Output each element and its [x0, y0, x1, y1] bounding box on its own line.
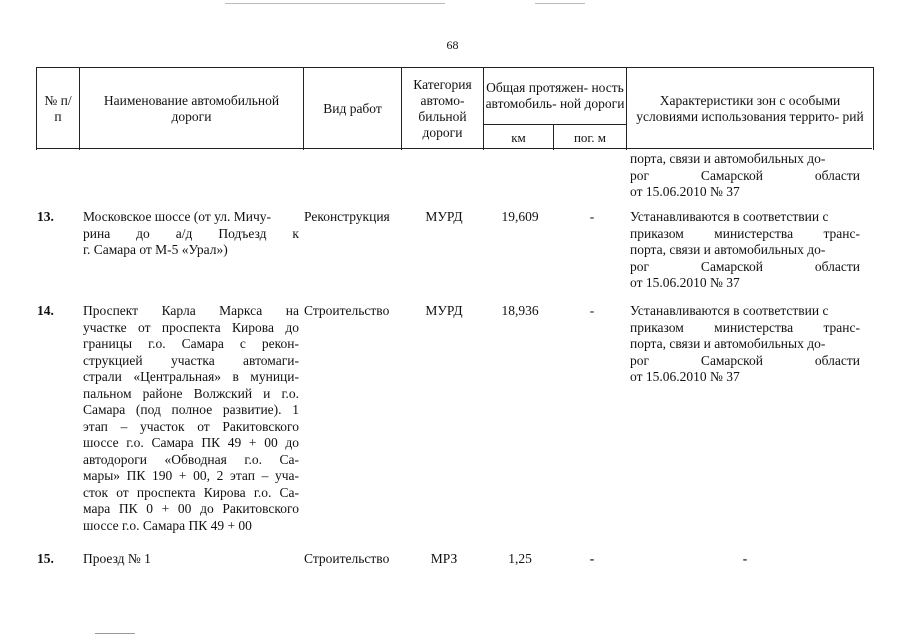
zone-line: рог Самарской области	[630, 258, 860, 274]
road-line: страли «Центральная» в муници-	[83, 369, 299, 384]
table-header	[36, 67, 874, 150]
road-line: Самара (под полное развитие). 1	[83, 402, 299, 417]
road-line: участке от проспекта Кирова до	[83, 319, 299, 335]
road-line: границы г.о. Самара с рекон-	[83, 336, 299, 351]
work-type: Строительство	[304, 551, 390, 566]
road-line: этап – участок от Ракитовского	[83, 418, 299, 434]
zone-line: от 15.06.2010 № 37	[630, 184, 740, 199]
zone-line: Устанавливаются в соответствии с	[630, 303, 829, 318]
zone-line: рог Самарской области	[630, 167, 860, 183]
zone-line: Устанавливаются в соответствии с	[630, 209, 829, 224]
zone-line: от 15.06.2010 № 37	[630, 275, 740, 290]
zone-line: -	[742, 551, 748, 566]
road-line: сток от проспекта Кирова г.о. Са-	[83, 484, 299, 500]
length-pm: -	[589, 209, 595, 224]
zone-characteristics	[630, 303, 860, 386]
road-line: мары» ПК 190 + 00, 2 этап – уча-	[83, 468, 299, 483]
header-length-km: км	[484, 125, 554, 150]
road-category: МУРД	[425, 303, 463, 318]
road-category: МРЗ	[430, 551, 458, 566]
road-name	[83, 551, 299, 568]
work-type: Строительство	[304, 303, 390, 318]
road-category: МУРД	[425, 209, 463, 224]
scan-artifact	[225, 3, 445, 4]
road-name	[83, 209, 299, 259]
road-line: г. Самара от М-5 «Урал»)	[83, 242, 228, 257]
length-km: 18,936	[501, 303, 539, 318]
header-road-name: Наименование автомобильной дороги	[80, 68, 304, 150]
zone-line: порта, связи и автомобильных до-	[630, 151, 826, 166]
road-name	[83, 303, 299, 534]
road-line: шоссе г.о. Самара ПК 49 + 00 до	[83, 435, 299, 450]
length-km: 1,25	[508, 551, 532, 566]
header-bottom-rule	[36, 148, 872, 149]
header-length-pm: пог. м	[554, 125, 627, 150]
zone-characteristics	[630, 551, 860, 568]
length-pm: -	[589, 551, 595, 566]
header-num: № п/п	[37, 68, 80, 150]
header-work-type: Вид работ	[304, 68, 402, 150]
road-line: струкцией участка автомаги-	[83, 352, 299, 368]
road-line: рина до а/д Подъезд к	[83, 225, 299, 241]
road-line: Проспект Карла Маркса на	[83, 303, 299, 318]
header-zones: Характеристики зон с особыми условиями использования террито- рий	[636, 93, 864, 124]
zone-line: от 15.06.2010 № 37	[630, 369, 740, 384]
zone-line: рог Самарской области	[630, 352, 860, 368]
road-line: шоссе г.о. Самара ПК 49 + 00	[83, 517, 252, 533]
page-number: 68	[446, 38, 459, 52]
header-category: Категория автомо- бильной дороги	[402, 68, 484, 150]
zone-line: порта, связи и автомобильных до-	[630, 242, 826, 257]
scan-artifact	[95, 633, 135, 634]
road-line: мара ПК 0 + 00 до Ракитовского	[83, 501, 299, 516]
road-line: Московское шоссе (от ул. Мичу-	[83, 209, 272, 224]
zone-line: порта, связи и автомобильных до-	[630, 336, 826, 351]
zone-line: приказом министерства транс-	[630, 225, 860, 241]
road-line: Проезд № 1	[83, 551, 151, 566]
zone-characteristics	[630, 209, 860, 292]
row-number: 14.	[37, 303, 54, 318]
length-km: 19,609	[501, 209, 539, 224]
row-number: 15.	[37, 551, 54, 566]
row-number: 13.	[37, 209, 54, 224]
length-pm: -	[589, 303, 595, 318]
road-line: пальном районе Волжский и г.о.	[83, 385, 299, 401]
scan-artifact	[535, 3, 585, 4]
continuation-zone	[630, 151, 860, 201]
work-type: Реконструкция	[304, 209, 390, 224]
road-line: автодороги «Обводная г.о. Са-	[83, 451, 299, 467]
zone-line: приказом министерства транс-	[630, 319, 860, 335]
header-length: Общая протяжен- ность автомобиль- ной дороги	[484, 68, 627, 125]
